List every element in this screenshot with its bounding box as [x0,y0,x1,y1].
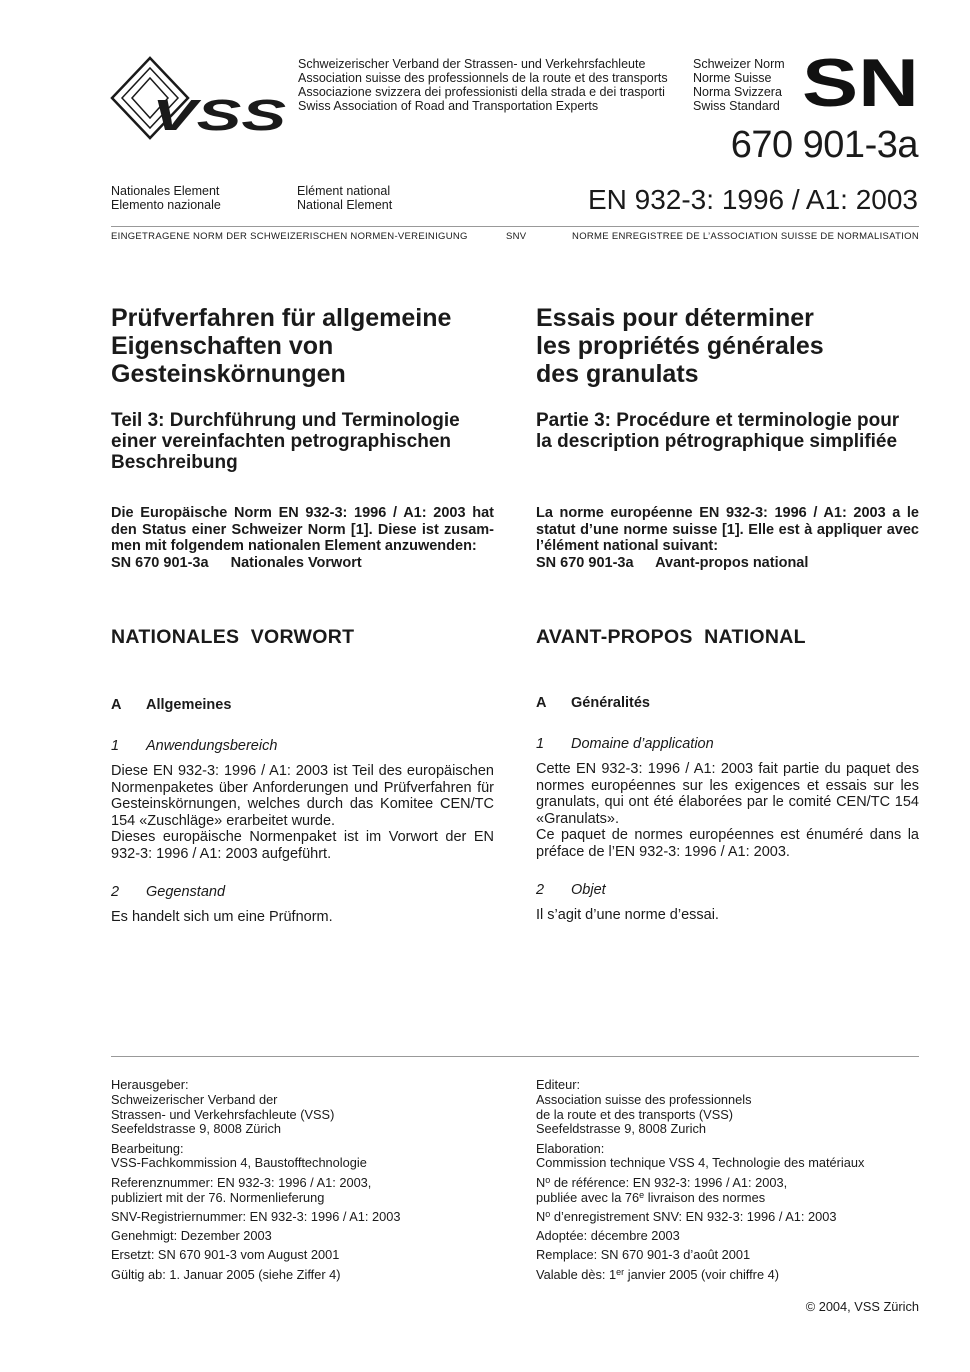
subtitle-de: Teil 3: Durchführung und Terminologie einer vereinfachten petrographischen Beschreibung [111,410,460,473]
copyright: © 2004, VSS Zürich [805,1299,919,1314]
association-name-de: Schweizerischer Verband der Strassen- und Verkehrsfachleute [298,57,646,71]
item2-para-de: Es handelt sich um eine Prüfnorm. [111,909,333,925]
subsection-a-de: A Allgemeines [111,697,232,713]
section-title-fr: AVANT-PROPOS NATIONAL [536,626,806,648]
intro-fr: La norme européenne EN 932-3: 1996 / A1: 2003 a le statut d’une norme suisse [1]. Elle est à appliquer avec l’élément national suivant: SN 670 901-3a Avant-propos national [536,505,919,571]
header-divider [111,226,919,227]
registered-snv: SNV [506,231,527,242]
association-names [298,57,668,113]
document-number: 670 901-3a [730,124,918,166]
publisher-label-de: Herausgeber: [111,1077,189,1092]
replaces-fr: Remplace: SN 670 901-3 d’août 2001 [536,1247,751,1263]
registered-norm-fr: NORME ENREGISTREE DE L’ASSOCIATION SUISSE DE NORMALISATION [572,231,919,242]
standard-name-it: Norma Svizzera [693,85,782,99]
approved-de: Genehmigt: Dezember 2003 [111,1228,272,1244]
item2-para-fr: Il s’agit d’une norme d’essai. [536,907,719,923]
item2-heading-de: 2 Gegenstand [111,884,226,900]
item1-para2-de: Dieses europäische Normenpaket ist im Vorwort der EN 932-3: 1996 / A1: 2003 aufgeführt. [111,829,494,862]
processing-label-de: Bearbeitung: [111,1140,184,1156]
item1-heading-fr: 1 Domaine d’application [536,736,714,752]
intro-ref-code-fr: SN 670 901-3a [536,554,634,571]
standard-name-de: Schweizer Norm [693,57,785,71]
intro-ref-label-de: Nationales Vorwort [230,554,362,571]
footer-de: Herausgeber: Schweizerischer Verband der Strassen- und Verkehrsfachleute (VSS) Seefeldstrasse 9, 8008 Zürich Bearbeitung: VSS-Fachkommission 4, Baustofftechnologie Referenznummer: EN 932-3: 1996 / A1: 2003, publiziert mit der 76. Normenlieferung SNV-Registriernummer: EN 932-3: 1996 / A1: 2003 Genehmigt: Dezember 2003 Ersetzt: SN 670 901-3 vom August 2001 Gültig ab: 1. Januar 2005 (siehe Ziffer 4) [111,1078,511,1287]
svg-text:SN: SN [802,56,919,108]
en-reference: EN 932-3: 1996 / A1: 2003 [587,184,918,215]
svg-text:VSS: VSS [152,91,286,140]
subtitle-fr: Partie 3: Procédure et terminologie pour la description pétrographique simplifiée [536,410,900,452]
sn-logo [802,56,919,108]
standard-name-fr: Norme Suisse [693,71,772,85]
national-element-mid: Elément national National Element [297,184,393,212]
snv-reg-de: SNV-Registriernummer: EN 932-3: 1996 / A1: 2003 [111,1208,401,1224]
item1-body-fr [536,761,919,860]
item1-para1-de: Diese EN 932-3: 1996 / A1: 2003 ist Teil des europäischen Normenpaketes über Anforderungen und Prüfverfahren für Gesteinskörnungen, welches durch das Komitee CEN/TC 154 «Zuschläge» erarbeitet wurde. [111,763,494,829]
association-name-fr: Association suisse des professionnels de la route et des transports [298,71,668,85]
title-fr: Essais pour déterminer les propriétés générales des granulats [536,304,824,388]
valid-fr: Valable dès: 1er janvier 2005 (voir chiffre 4) [536,1266,779,1282]
item1-body-de [111,763,494,862]
subsection-a-fr: A Généralités [536,695,650,711]
item1-heading-de: 1 Anwendungsbereich [111,738,278,754]
title-de: Prüfverfahren für allgemeine Eigenschaften von Gesteinskörnungen [111,304,452,388]
item1-para1-fr: Cette EN 932-3: 1996 / A1: 2003 fait partie du paquet des normes européennes sur les exigences et essais sur les granulats, qui ont été élaborées par le comité CEN/TC 154 «Granulats». [536,761,919,827]
vss-diamond-icon [110,56,292,140]
intro-ref-label-fr: Avant-propos national [655,554,809,571]
intro-ref-code-de: SN 670 901-3a [111,554,209,571]
reference-fr: $N^o$ de référence: EN 932-3: 1996 / A1: 2003, [536,1174,788,1190]
association-name-en: Swiss Association of Road and Transportation Experts [298,99,599,113]
vss-logo [110,56,292,140]
intro-de: Die Europäische Norm EN 932-3: 1996 / A1: 2003 hat den Status einer Schweizer Norm [1]. Diese ist zusam- men mit folgendem nationalen Element anzuwenden: SN 670 901-3a Nationales Vorwort [111,505,494,571]
footer-fr: Editeur: Association suisse des professionnels de la route et des transports (VSS) Seefeldstrasse 9, 8008 Zurich Elaboration: Commission technique VSS 4, Technologie des matériaux $N^o$ de référence: EN 932-3: 1996 / A1: 2003, publiée avec la 76e livraison des normes $N^o$ d’enregistrement SNV: EN 932-3: 1996 / A1: 2003 Adoptée: décembre 2003 Remplace: SN 670 901-3 d’août 2001 Valable dès: 1er janvier 2005 (voir chiffre 4) [536,1078,936,1287]
footer-divider [111,1056,919,1057]
publisher-label-fr: Editeur: [536,1077,581,1092]
replaces-de: Ersetzt: SN 670 901-3 vom August 2001 [111,1247,340,1263]
standard-names [693,57,785,113]
standard-name-en: Swiss Standard [693,99,780,113]
valid-de: Gültig ab: 1. Januar 2005 (siehe Ziffer 4) [111,1266,341,1282]
processing-label-fr: Elaboration: [536,1140,605,1156]
section-title-de: NATIONALES VORWORT [111,626,355,648]
national-element-left: Nationales Element Elemento nazionale [111,184,221,212]
approved-fr: Adoptée: décembre 2003 [536,1228,680,1244]
association-name-it: Associazione svizzera dei professionisti della strada e dei trasporti [298,85,665,99]
registered-norm-de: EINGETRAGENE NORM DER SCHWEIZERISCHEN NORMEN-VEREINIGUNG [111,231,468,242]
item1-para2-fr: Ce paquet de normes européennes est énuméré dans la préface de l’EN 932-3: 1996 / A1: 2003. [536,827,919,860]
snv-reg-fr: $N^o$ d’enregistrement SNV: EN 932-3: 1996 / A1: 2003 [536,1208,837,1224]
item2-heading-fr: 2 Objet [536,882,606,898]
